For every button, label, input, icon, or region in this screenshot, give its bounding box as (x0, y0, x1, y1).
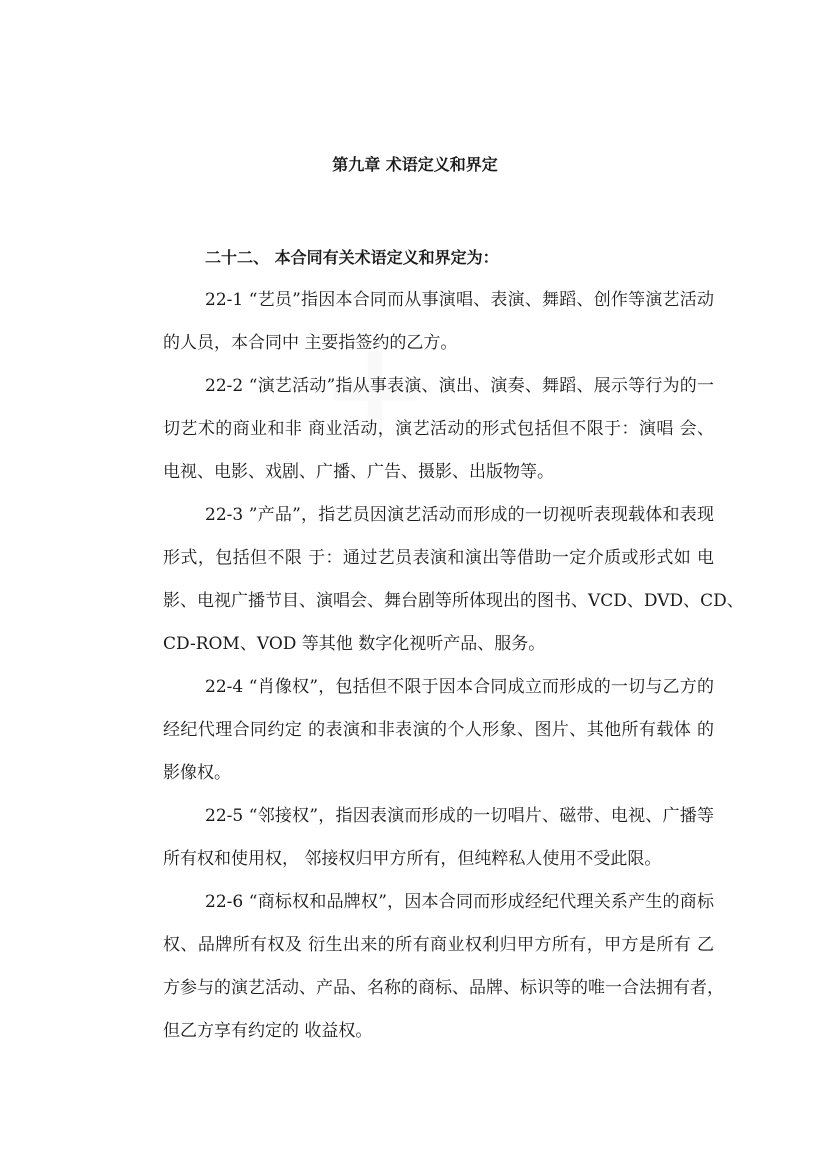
paragraph-line: 影、电视广播节目、演唱会、舞台剧等所体现出的图书、VCD、DVD、CD、 (163, 591, 744, 611)
paragraph-line: 形式，包括但不限 于：通过艺员表演和演出等借助一定介质或形式如 电 (163, 548, 714, 568)
paragraph-line: 所有权和使用权， 邻接权归甲方所有，但纯粹私人使用不受此限。 (163, 849, 662, 869)
paragraph-line: 影像权。 (163, 763, 231, 783)
paragraph-line: 22-1 “艺员”指因本合同而从事演唱、表演、舞蹈、创作等演艺活动 (205, 290, 714, 310)
paragraph-line: 22-5 “邻接权”，指因表演而形成的一切唱片、磁带、电视、广播等 (205, 806, 714, 826)
paragraph-line: 22-4 “肖像权”，包括但不限于因本合同成立而形成的一切与乙方的 (205, 677, 714, 697)
section-heading: 二十二、 本合同有关术语定义和界定为： (205, 248, 499, 267)
paragraph-line: 22-6 “商标权和品牌权”，因本合同而形成经纪代理关系产生的商标 (205, 892, 714, 912)
document-body (163, 236, 744, 1053)
paragraph-line: 22-2 “演艺活动”指从事表演、演出、演奏、舞蹈、展示等行为的一 (205, 376, 714, 396)
paragraph-line: 切艺术的商业和非 商业活动，演艺活动的形式包括但不限于：演唱 会、 (163, 419, 714, 439)
paragraph-line: 电视、电影、戏剧、广播、广告、摄影、出版物等。 (163, 462, 554, 482)
chapter-title: 第九章 术语定义和界定 (332, 155, 498, 174)
paragraph-line: 经纪代理合同约定 的表演和非表演的个人形象、图片、其他所有载体 的 (163, 720, 714, 740)
paragraph-line: 但乙方享有约定的 收益权。 (163, 1021, 373, 1041)
paragraph-line: 22-3 ”产品”，指艺员因演艺活动而形成的一切视听表现载体和表现 (205, 505, 714, 525)
paragraph-line: CD-ROM、VOD 等其他 数字化视听产品、服务。 (163, 634, 546, 654)
paragraph-line: 的人员，本合同中 主要指签约的乙方。 (163, 333, 458, 353)
paragraph-line: 权、品牌所有权及 衍生出来的所有商业权利归甲方所有，甲方是所有 乙 (163, 935, 714, 955)
paragraph-line: 方参与的演艺活动、产品、名称的商标、品牌、标识等的唯一合法拥有者， (163, 978, 724, 998)
